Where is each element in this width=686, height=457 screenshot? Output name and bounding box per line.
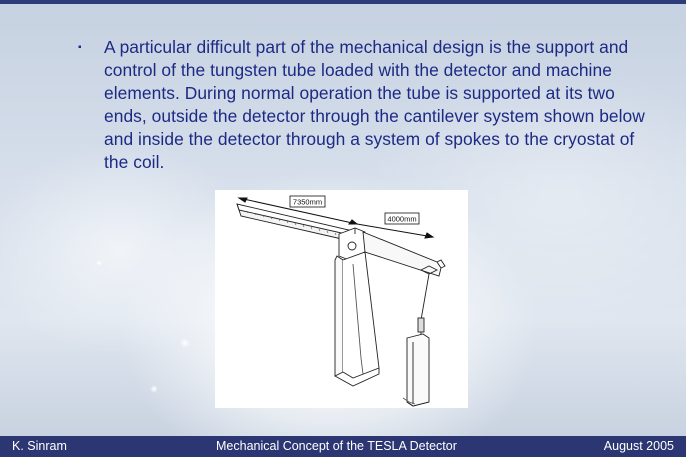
support-post: [407, 334, 429, 406]
bullet-text: A particular difficult part of the mechanical design is the support and control of the tungsten tube loaded with the detector and machine elements. During normal operation the tube is supported at its two ends, outside the detector through the cantilever system shown below and inside the detector through a system of spokes to the cryostat of the coil.: [104, 37, 645, 172]
footer-author: K. Sinram: [12, 439, 67, 453]
main-column: [335, 256, 343, 376]
sparkle-decoration: [150, 385, 158, 393]
beam-right-arm: [363, 232, 441, 276]
cable: [421, 274, 429, 320]
dimension-label-right: 4000mm: [387, 214, 417, 224]
sparkle-decoration: [96, 260, 102, 266]
dimension-label-left: 7350mm: [292, 197, 323, 207]
bullet-square-icon: ▪: [78, 42, 82, 53]
cantilever-figure: [215, 190, 468, 408]
beam-left-arm: [239, 210, 355, 242]
footer-bar: [0, 436, 686, 457]
footer-date: August 2005: [603, 439, 674, 453]
top-accent-bar: [0, 0, 686, 4]
sparkle-decoration: [180, 338, 190, 348]
cantilever-drawing: [215, 190, 468, 408]
footer-title: Mechanical Concept of the TESLA Detector: [216, 439, 457, 453]
bullet-item: [78, 36, 658, 174]
turnbuckle: [418, 318, 424, 332]
